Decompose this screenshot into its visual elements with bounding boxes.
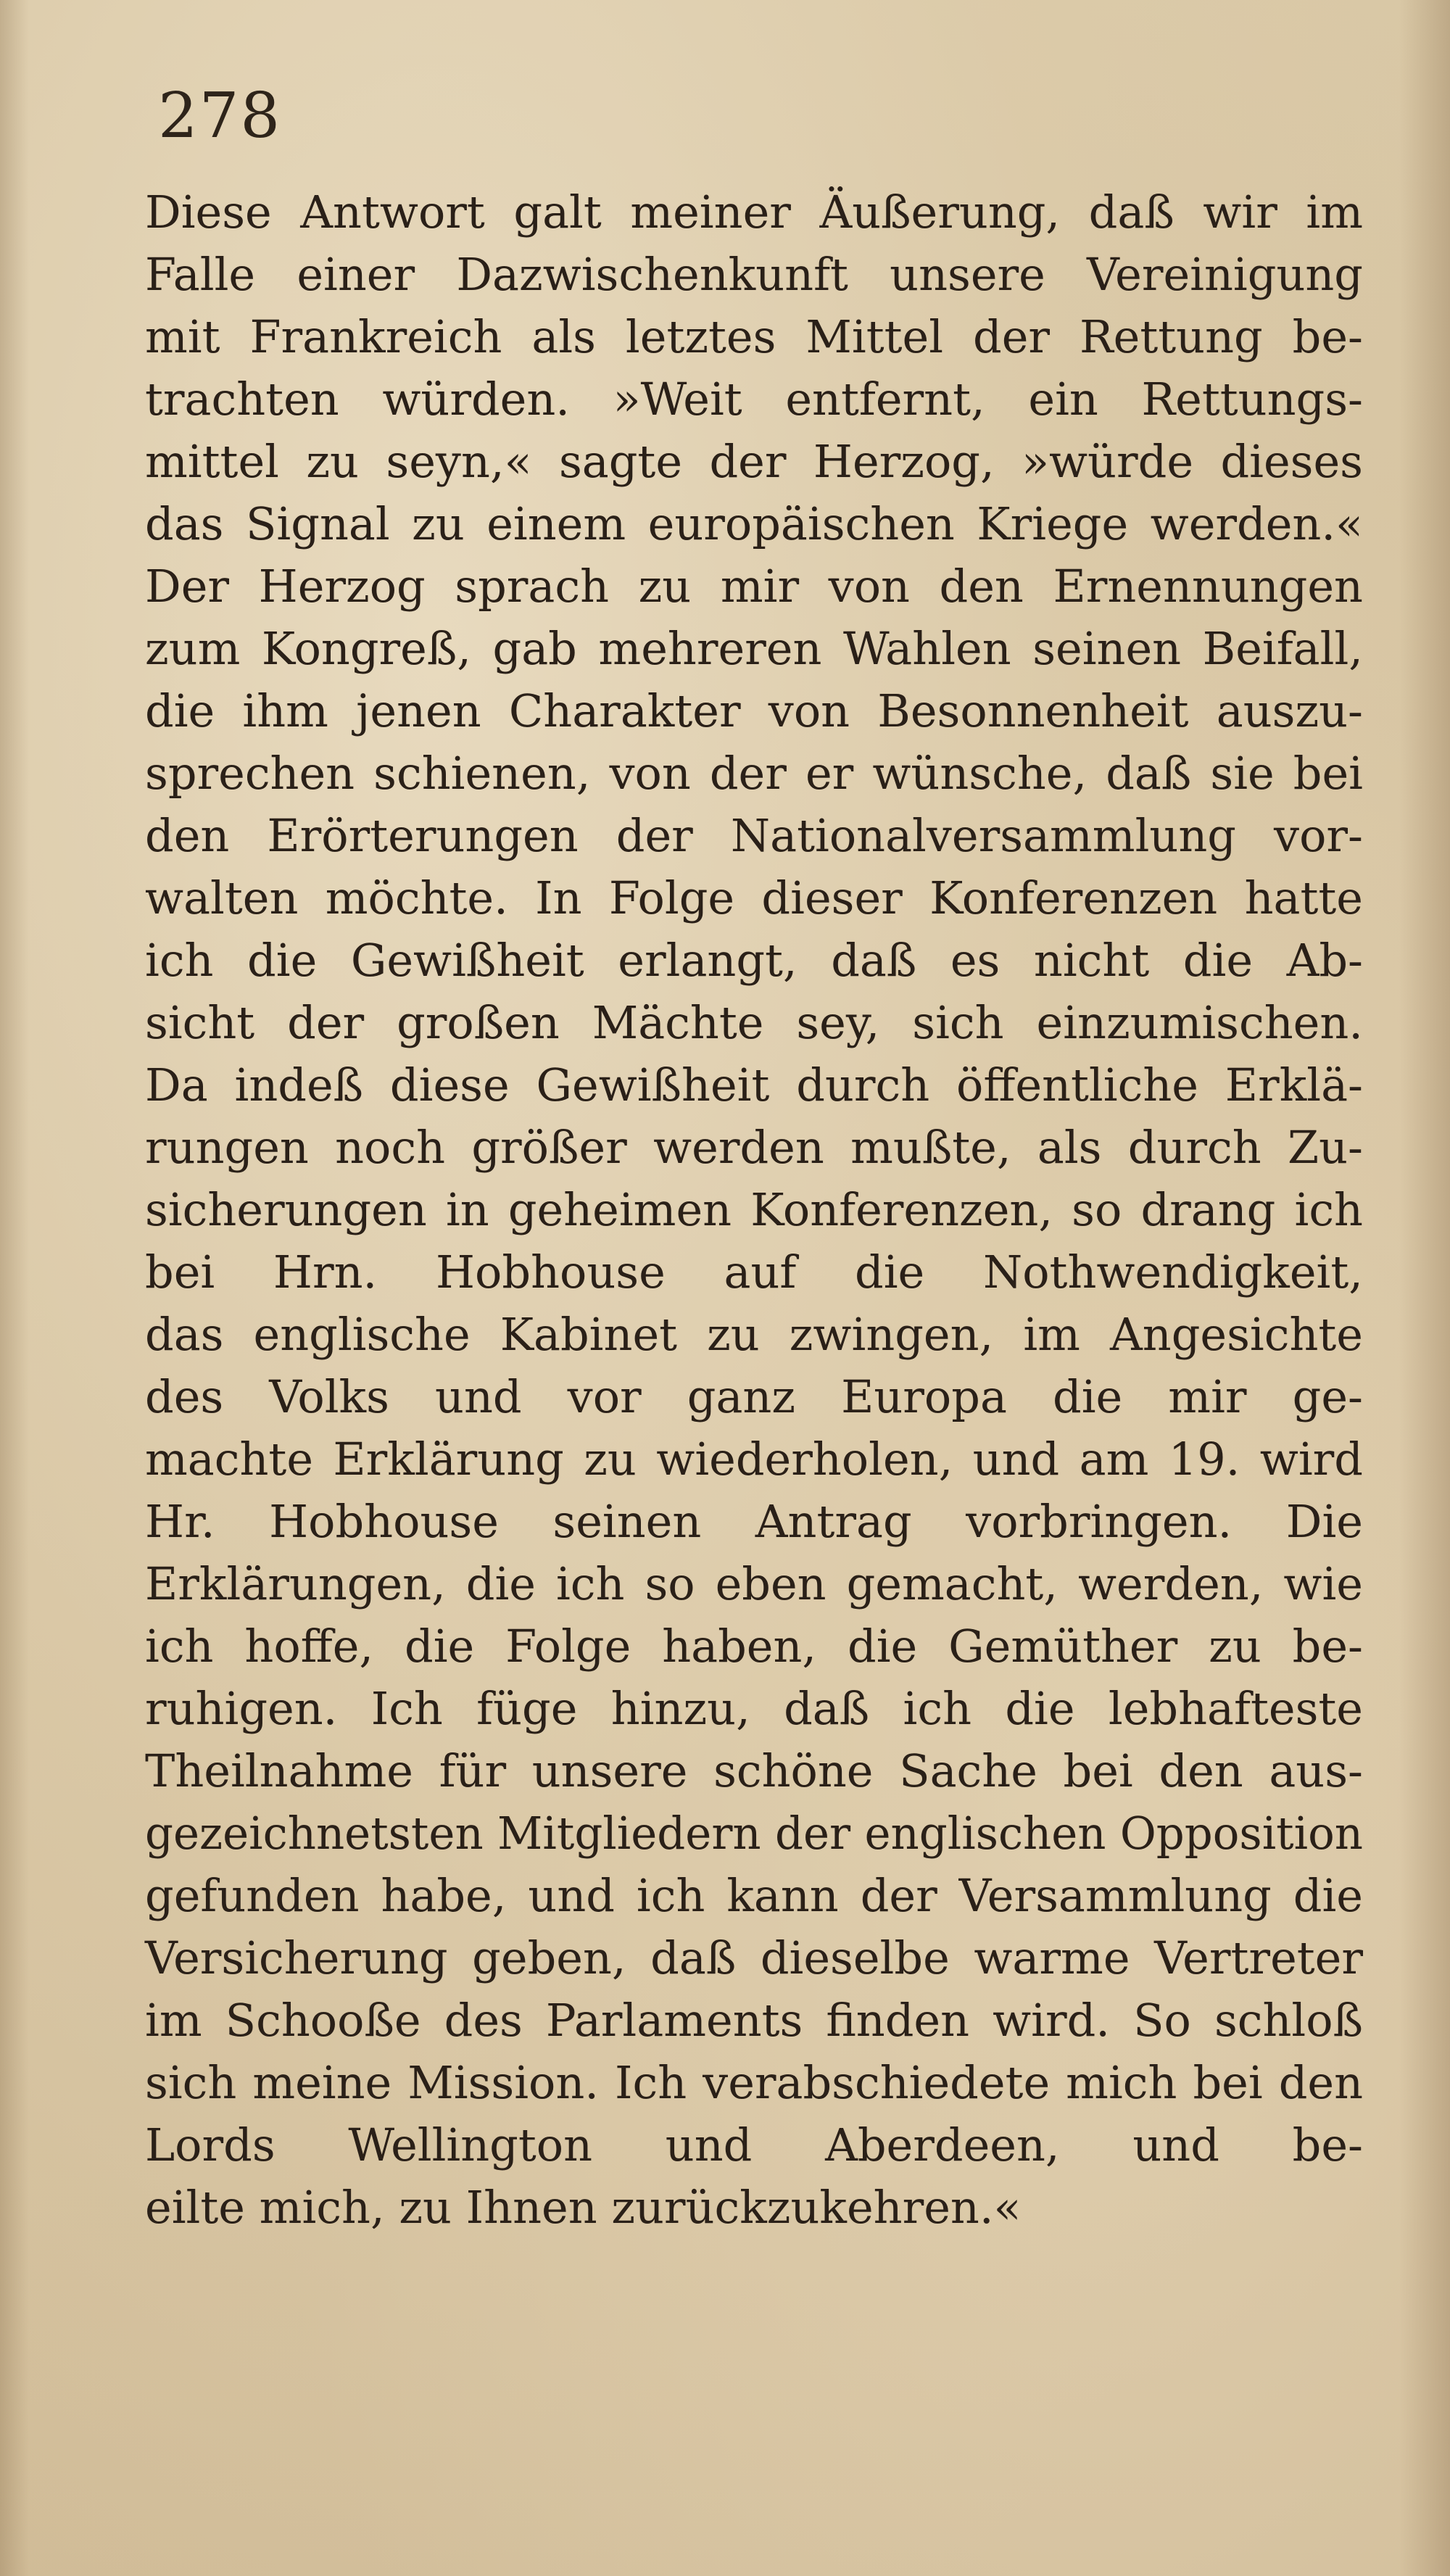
page-edge-shadow-right [1399, 0, 1450, 2576]
text-line: walten möchte. In Folge dieser Konferenzen hatte [145, 871, 1363, 924]
text-line: Hr. Hobhouse seinen Antrag vorbringen. Die [145, 1495, 1363, 1548]
text-line: trachten würden. »Weit entfernt, ein Rettungs- [145, 373, 1363, 426]
text-line: mit Frankreich als letztes Mittel der Rettung be- [145, 310, 1363, 363]
text-line: sich meine Mission. Ich verabschiedete mich bei den [145, 2056, 1363, 2109]
text-line: Theilnahme für unsere schöne Sache bei den aus- [145, 1744, 1363, 1797]
text-line: gefunden habe, und ich kann der Versammlung die [145, 1869, 1363, 1922]
text-line: des Volks und vor ganz Europa die mir ge- [145, 1370, 1363, 1423]
text-line: sicherungen in geheimen Konferenzen, so drang ich [145, 1183, 1363, 1236]
text-line: sprechen schienen, von der er wünsche, daß sie bei [145, 747, 1363, 800]
text-line: eilte mich, zu Ihnen zurückzukehren.« [145, 2181, 1022, 2234]
text-line: sicht der großen Mächte sey, sich einzumischen. [145, 996, 1363, 1049]
text-line: rungen noch größer werden mußte, als durch Zu- [145, 1121, 1363, 1174]
text-line: ich die Gewißheit erlangt, daß es nicht die Ab- [145, 934, 1363, 987]
text-line: Erklärungen, die ich so eben gemacht, werden, wie [145, 1557, 1363, 1610]
text-line: im Schooße des Parlaments finden wird. So schloß [145, 1994, 1363, 2047]
text-line: mittel zu seyn,« sagte der Herzog, »würde dieses [145, 435, 1363, 488]
text-line: gezeichnetsten Mitgliedern der englischen Opposition [145, 1807, 1363, 1860]
text-line: zum Kongreß, gab mehreren Wahlen seinen Beifall, [145, 622, 1363, 675]
text-line: Da indeß diese Gewißheit durch öffentliche Erklä- [145, 1059, 1363, 1111]
text-line: Falle einer Dazwischenkunft unsere Vereinigung [145, 248, 1363, 301]
page-edge-shadow-left [0, 0, 29, 2576]
text-line: die ihm jenen Charakter von Besonnenheit auszu- [145, 684, 1363, 737]
text-line: ruhigen. Ich füge hinzu, daß ich die lebhafteste [145, 1682, 1363, 1735]
text-line: Lords Wellington und Aberdeen, und be- [145, 2119, 1363, 2171]
page-number: 278 [158, 80, 282, 152]
text-line: das englische Kabinet zu zwingen, im Angesichte [145, 1308, 1363, 1361]
text-line: Versicherung geben, daß dieselbe warme Vertreter [145, 1931, 1363, 1984]
text-line: machte Erklärung zu wiederholen, und am 19. wird [145, 1433, 1363, 1486]
text-line: ich hoffe, die Folge haben, die Gemüther zu be- [145, 1620, 1363, 1673]
text-line: das Signal zu einem europäischen Kriege werden.« [145, 497, 1363, 550]
text-line: Diese Antwort galt meiner Äußerung, daß wir im [145, 186, 1363, 239]
text-line: Der Herzog sprach zu mir von den Ernennungen [145, 560, 1363, 613]
text-line: den Erörterungen der Nationalversammlung vor- [145, 809, 1363, 862]
body-text [145, 181, 1363, 2239]
text-line: bei Hrn. Hobhouse auf die Nothwendigkeit, [145, 1246, 1363, 1299]
